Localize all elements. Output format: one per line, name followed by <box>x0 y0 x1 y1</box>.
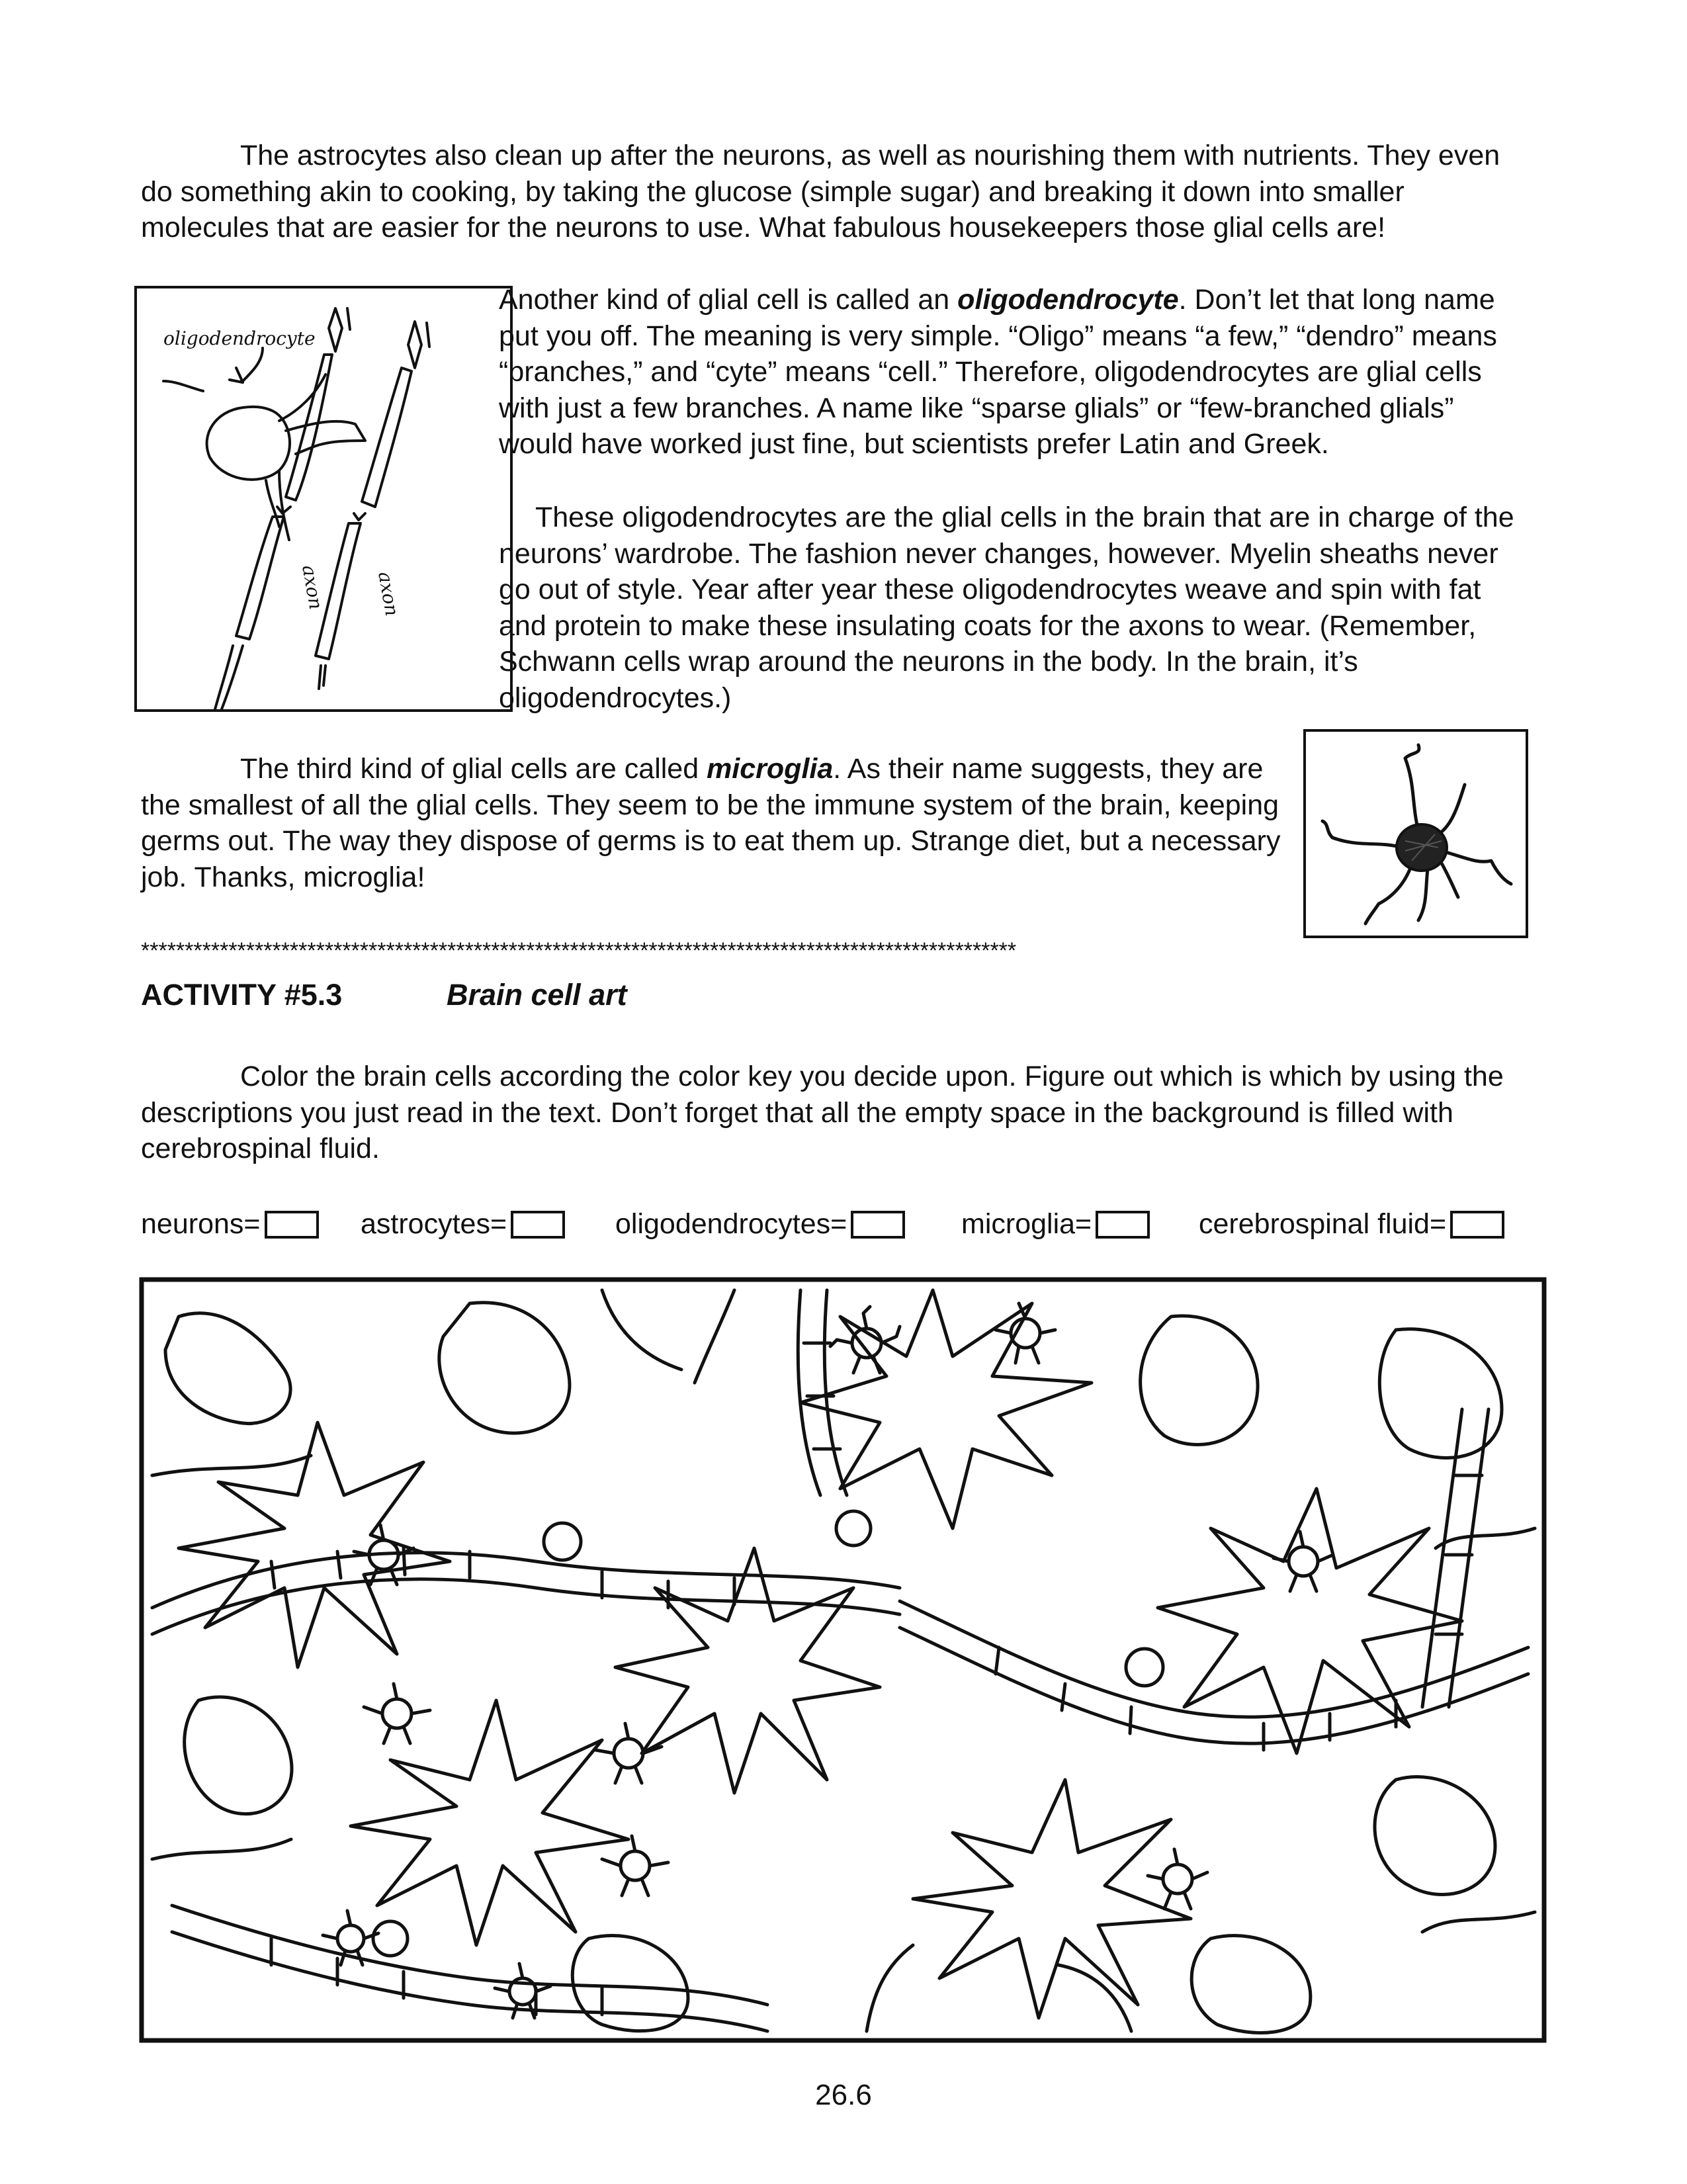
key-neurons-swatch[interactable] <box>265 1211 319 1239</box>
microglia-lead: The third kind of glial cells are called <box>240 753 707 785</box>
figure-label-axon-2: axon <box>374 570 404 618</box>
microglia-paragraph <box>141 751 1289 895</box>
microglia-term: microglia <box>707 753 834 785</box>
oligodendrocyte-illustration <box>137 288 510 709</box>
key-oligodendrocytes-label: oligodendrocytes= <box>615 1208 847 1240</box>
key-cerebrospinal-fluid <box>1199 1208 1504 1241</box>
intro-paragraph: The astrocytes also clean up after the neurons, as well as nourishing them with nutrients. They even do something akin to cooking, by taking the glucose (simple sugar) and breaking it down into smaller molecules that are easier for the neurons to use. What fabulous housekeepers those glial cells are! <box>141 140 1500 243</box>
brain-cell-coloring-art[interactable] <box>139 1277 1548 2044</box>
key-microglia-label: microglia= <box>961 1208 1092 1240</box>
oligo-lead: Another kind of glial cell is called an <box>499 284 958 316</box>
figure-label-oligodendrocyte: oligodendrocyte <box>163 328 316 349</box>
figure-label-axon-1: axon <box>298 563 327 611</box>
activity-instructions: Color the brain cells according the color key you decide upon. Figure out which is which by using the descriptions you just read in the text. Don’t forget that all the empty space in the background is filled with cerebrospinal fluid. <box>141 1061 1504 1164</box>
separator-stars: **************************************************************************************************** <box>141 938 1017 963</box>
key-astrocytes-swatch[interactable] <box>511 1211 565 1239</box>
oligo-term: oligodendrocyte <box>957 284 1179 316</box>
oligodendrocyte-figure <box>134 286 513 712</box>
key-neurons <box>141 1208 319 1241</box>
microglia-figure <box>1303 729 1528 938</box>
activity-title: Brain cell art <box>447 978 627 1012</box>
microglia-illustration <box>1306 732 1526 936</box>
wardrobe-paragraph: These oligodendrocytes are the glial cells in the brain that are in charge of the neurons’ wardrobe. The fashion never changes, however. Myelin sheaths never go out of style. Year after year these oligodendrocytes weave and spin with fat and protein to make these insulating coats for the axons to wear. (Remember, Schwann cells wrap around the neurons in the body. In the brain, it’s oligodendrocytes.) <box>499 502 1514 714</box>
key-astrocytes-label: astrocytes= <box>361 1208 507 1240</box>
key-oligodendrocytes-swatch[interactable] <box>851 1211 905 1239</box>
coloring-illustration <box>139 1277 1548 2044</box>
activity-number: ACTIVITY #5.3 <box>141 978 343 1012</box>
key-oligodendrocytes <box>615 1208 905 1241</box>
key-neurons-label: neurons= <box>141 1208 261 1240</box>
key-csf-swatch[interactable] <box>1450 1211 1504 1239</box>
key-astrocytes <box>361 1208 565 1241</box>
key-microglia <box>961 1208 1150 1241</box>
page-number: 26.6 <box>815 2079 872 2111</box>
key-csf-label: cerebrospinal fluid= <box>1199 1208 1447 1240</box>
key-microglia-swatch[interactable] <box>1096 1211 1150 1239</box>
oligodendrocyte-paragraph <box>499 282 1531 462</box>
oligo-rest: . Don’t let that long name put you off. The meaning is very simple. “Oligo” means “a few,” “dendro” means “branches,” and “cyte” means “cell.” Therefore, oligodendrocytes are glial cells with just a few branches. A name like “sparse glials” or “few-branched glials” would have worked just fine, but scientists prefer Latin and Greek. <box>499 284 1497 460</box>
microglia-rest: . As their name suggests, they are the smallest of all the glial cells. They seem to be the immune system of the brain, keeping germs out. The way they dispose of germs is to eat them up. Strange diet, but a necessary job. Thanks, microglia! <box>141 753 1281 893</box>
